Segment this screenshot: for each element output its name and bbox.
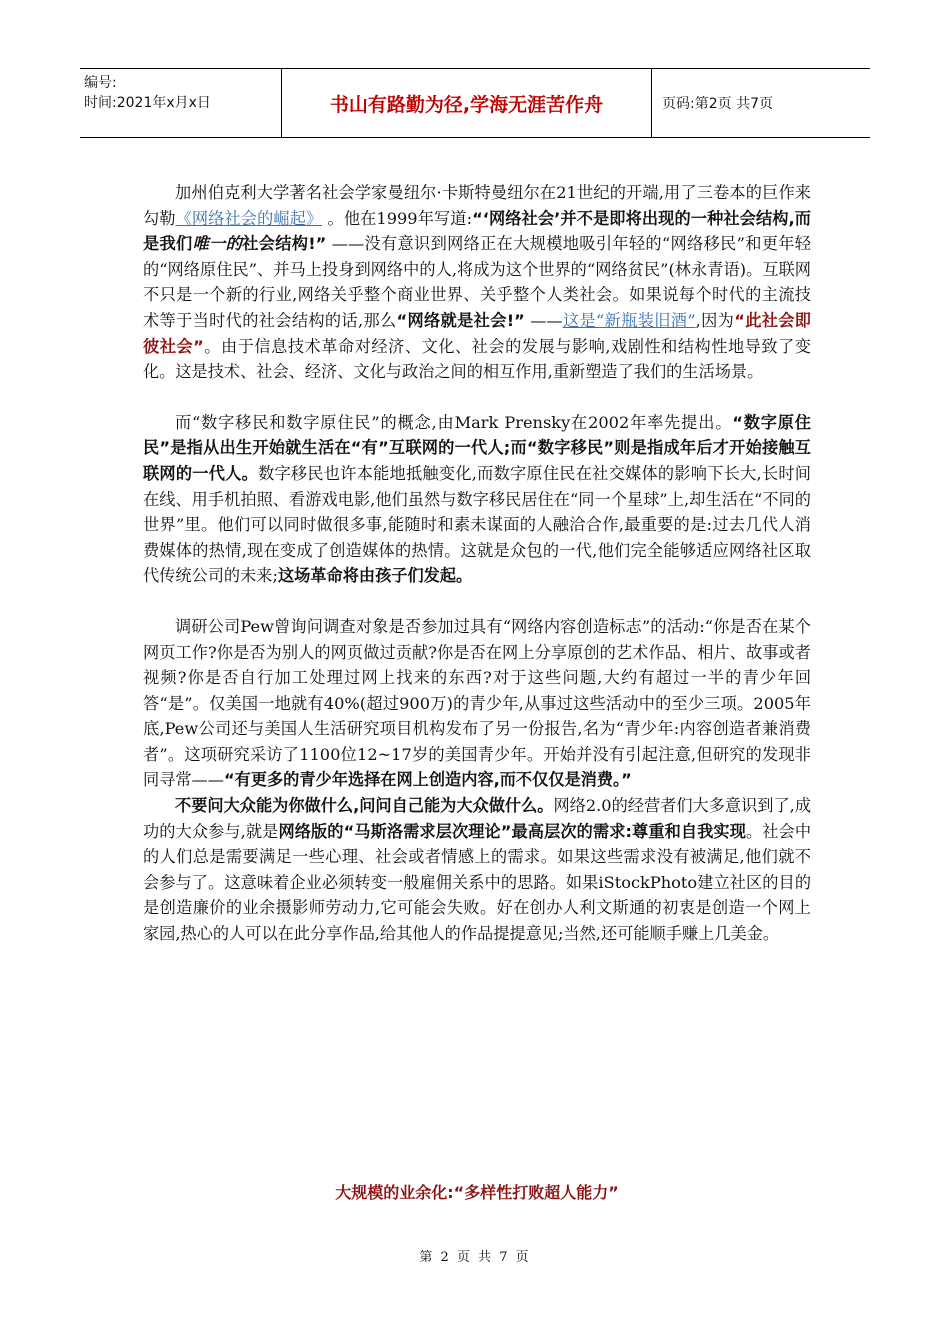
p2-conclusion: 这场革命将由孩子们发起。	[277, 566, 473, 586]
p3-finding: “有更多的青少年选择在网上创造内容,而不仅仅是消费。”	[223, 770, 632, 790]
p1-text-d: ——	[524, 310, 563, 330]
p4-text-b: 。社会中的人们总是需要满足一些心理、社会或者情感上的需求。如果这些需求没有被满足,他们就不会参与了。这意味着企业必须转变一般雇佣关系中的思路。如果iStockPhoto建立社区的目的是创造廉价的业余摄影师劳动力,它可能会失败。好在创办人利文斯通的初衷是创造一个网上家园,热心的人可以在此分享作品,给其他人的作品提提意见;当然,还可能顺手赚上几美金。	[143, 821, 812, 944]
p1-text-b: 。他在1999年写道:	[322, 208, 473, 228]
p1-text-a: 加州伯克利大学著名社会学家曼纽尔·卡斯特曼纽尔在21世纪的开端,用了三卷本的巨作来勾勒	[143, 183, 811, 228]
document-body	[143, 180, 811, 947]
network-is-society-quote: “网络就是社会!”	[396, 310, 525, 330]
book-title-link[interactable]: 《网络社会的崛起》	[175, 208, 323, 228]
paragraph-2	[143, 410, 811, 589]
old-wine-link[interactable]: 这是“新瓶装旧酒”	[562, 310, 696, 330]
header-date: 时间:2021年x月x日	[84, 95, 211, 111]
header-page-number: 页码:第2页 共7页	[662, 96, 773, 112]
p1-text-e: ,因为	[695, 310, 735, 330]
header-number: 编号:	[84, 75, 117, 91]
p4-lead: 不要问大众能为你做什么,问问自己能为大众做什么。	[175, 796, 554, 816]
p2-text-a: 而“数字移民和数字原住民”的概念,由Mark Prensky在2002年率先提出。	[175, 412, 733, 432]
quote-part-1: “‘网络社会’并不是即将出现的一种社会结构,而是我们	[143, 208, 811, 254]
p1-text-f: 。由于信息技术革命对经济、文化、社会的发展与影响,戏剧性和结构性地导致了变化。这是技术、社会、经济、文化与政治之间的相互作用,重新塑造了我们的生活场景。	[143, 336, 811, 382]
header-meta	[80, 69, 282, 137]
page-footer: 第 2 页 共 7 页	[419, 1250, 531, 1265]
p2-definition: “数字原住民”是指从出生开始就生活在“有”互联网的一代人;而“数字移民”则是指成年后才开始接触互联网的一代人。	[143, 412, 811, 483]
p4-maslow: 网络版的“马斯洛需求层次理论”最高层次的需求:尊重和自我实现	[278, 821, 746, 841]
red-quote: “此社会即彼社会”	[143, 310, 811, 356]
paragraph-1	[143, 180, 811, 385]
section-heading: 大规模的业余化:“多样性打败超人能力”	[335, 1183, 619, 1202]
quote-emphasis: 唯一的	[192, 234, 243, 254]
p3-text-a: 调研公司Pew曾询问调查对象是否参加过具有“网络内容创造标志”的活动:“你是否在某个网页工作?你是否为别人的网页做过贡献?你是否在网上分享原创的艺术作品、相片、故事或者视频?你是否自行加工处理过网上找来的东西?对于这些问题,大约有超过一半的青少年回答“是”。仅美国一地就有40%(超过900万)的青少年,从事过这些活动中的至少三项。2005年底,Pew公司还与美国人生活研究项目机构发布了另一份报告,名为“青少年:内容创造者兼消费者”。这项研究采访了1100位12~17岁的美国青少年。开始并没有引起注意,但研究的发现非同寻常——	[143, 616, 811, 790]
p4-text-a: 网络2.0的经营者们大多意识到了,成功的大众参与,就是	[143, 796, 812, 841]
paragraph-3	[143, 614, 811, 793]
page-header	[80, 68, 870, 138]
p1-text-c: ——没有意识到网络正在大规模地吸引年轻的“网络移民”和更年轻的“网络原住民”、并马上投身到网络中的人,将成为这个世界的“网络贫民”(林永青语)。互联网不只是一个新的行业,网络关乎整个商业世界、关乎整个人类社会。如果说每个时代的主流技术等于当时代的社会结构的话,那么	[143, 234, 811, 330]
paragraph-4	[143, 793, 811, 947]
quote-part-2: 社会结构!”	[242, 234, 327, 254]
p2-text-b: 数字移民也许本能地抵触变化,而数字原住民在社交媒体的影响下长大,长时间在线、用手机拍照、看游戏电影,他们虽然与数字移民居住在“同一个星球”上,却生活在“不同的世界”里。他们可以同时做很多事,能随时和素未谋面的人融洽合作,最重要的是:过去几代人消费媒体的热情,现在变成了创造媒体的热情。这就是众包的一代,他们完全能够适应网络社区取代传统公司的未来;	[143, 463, 811, 586]
header-motto: 书山有路勤为径,学海无涯苦作舟	[282, 69, 652, 137]
